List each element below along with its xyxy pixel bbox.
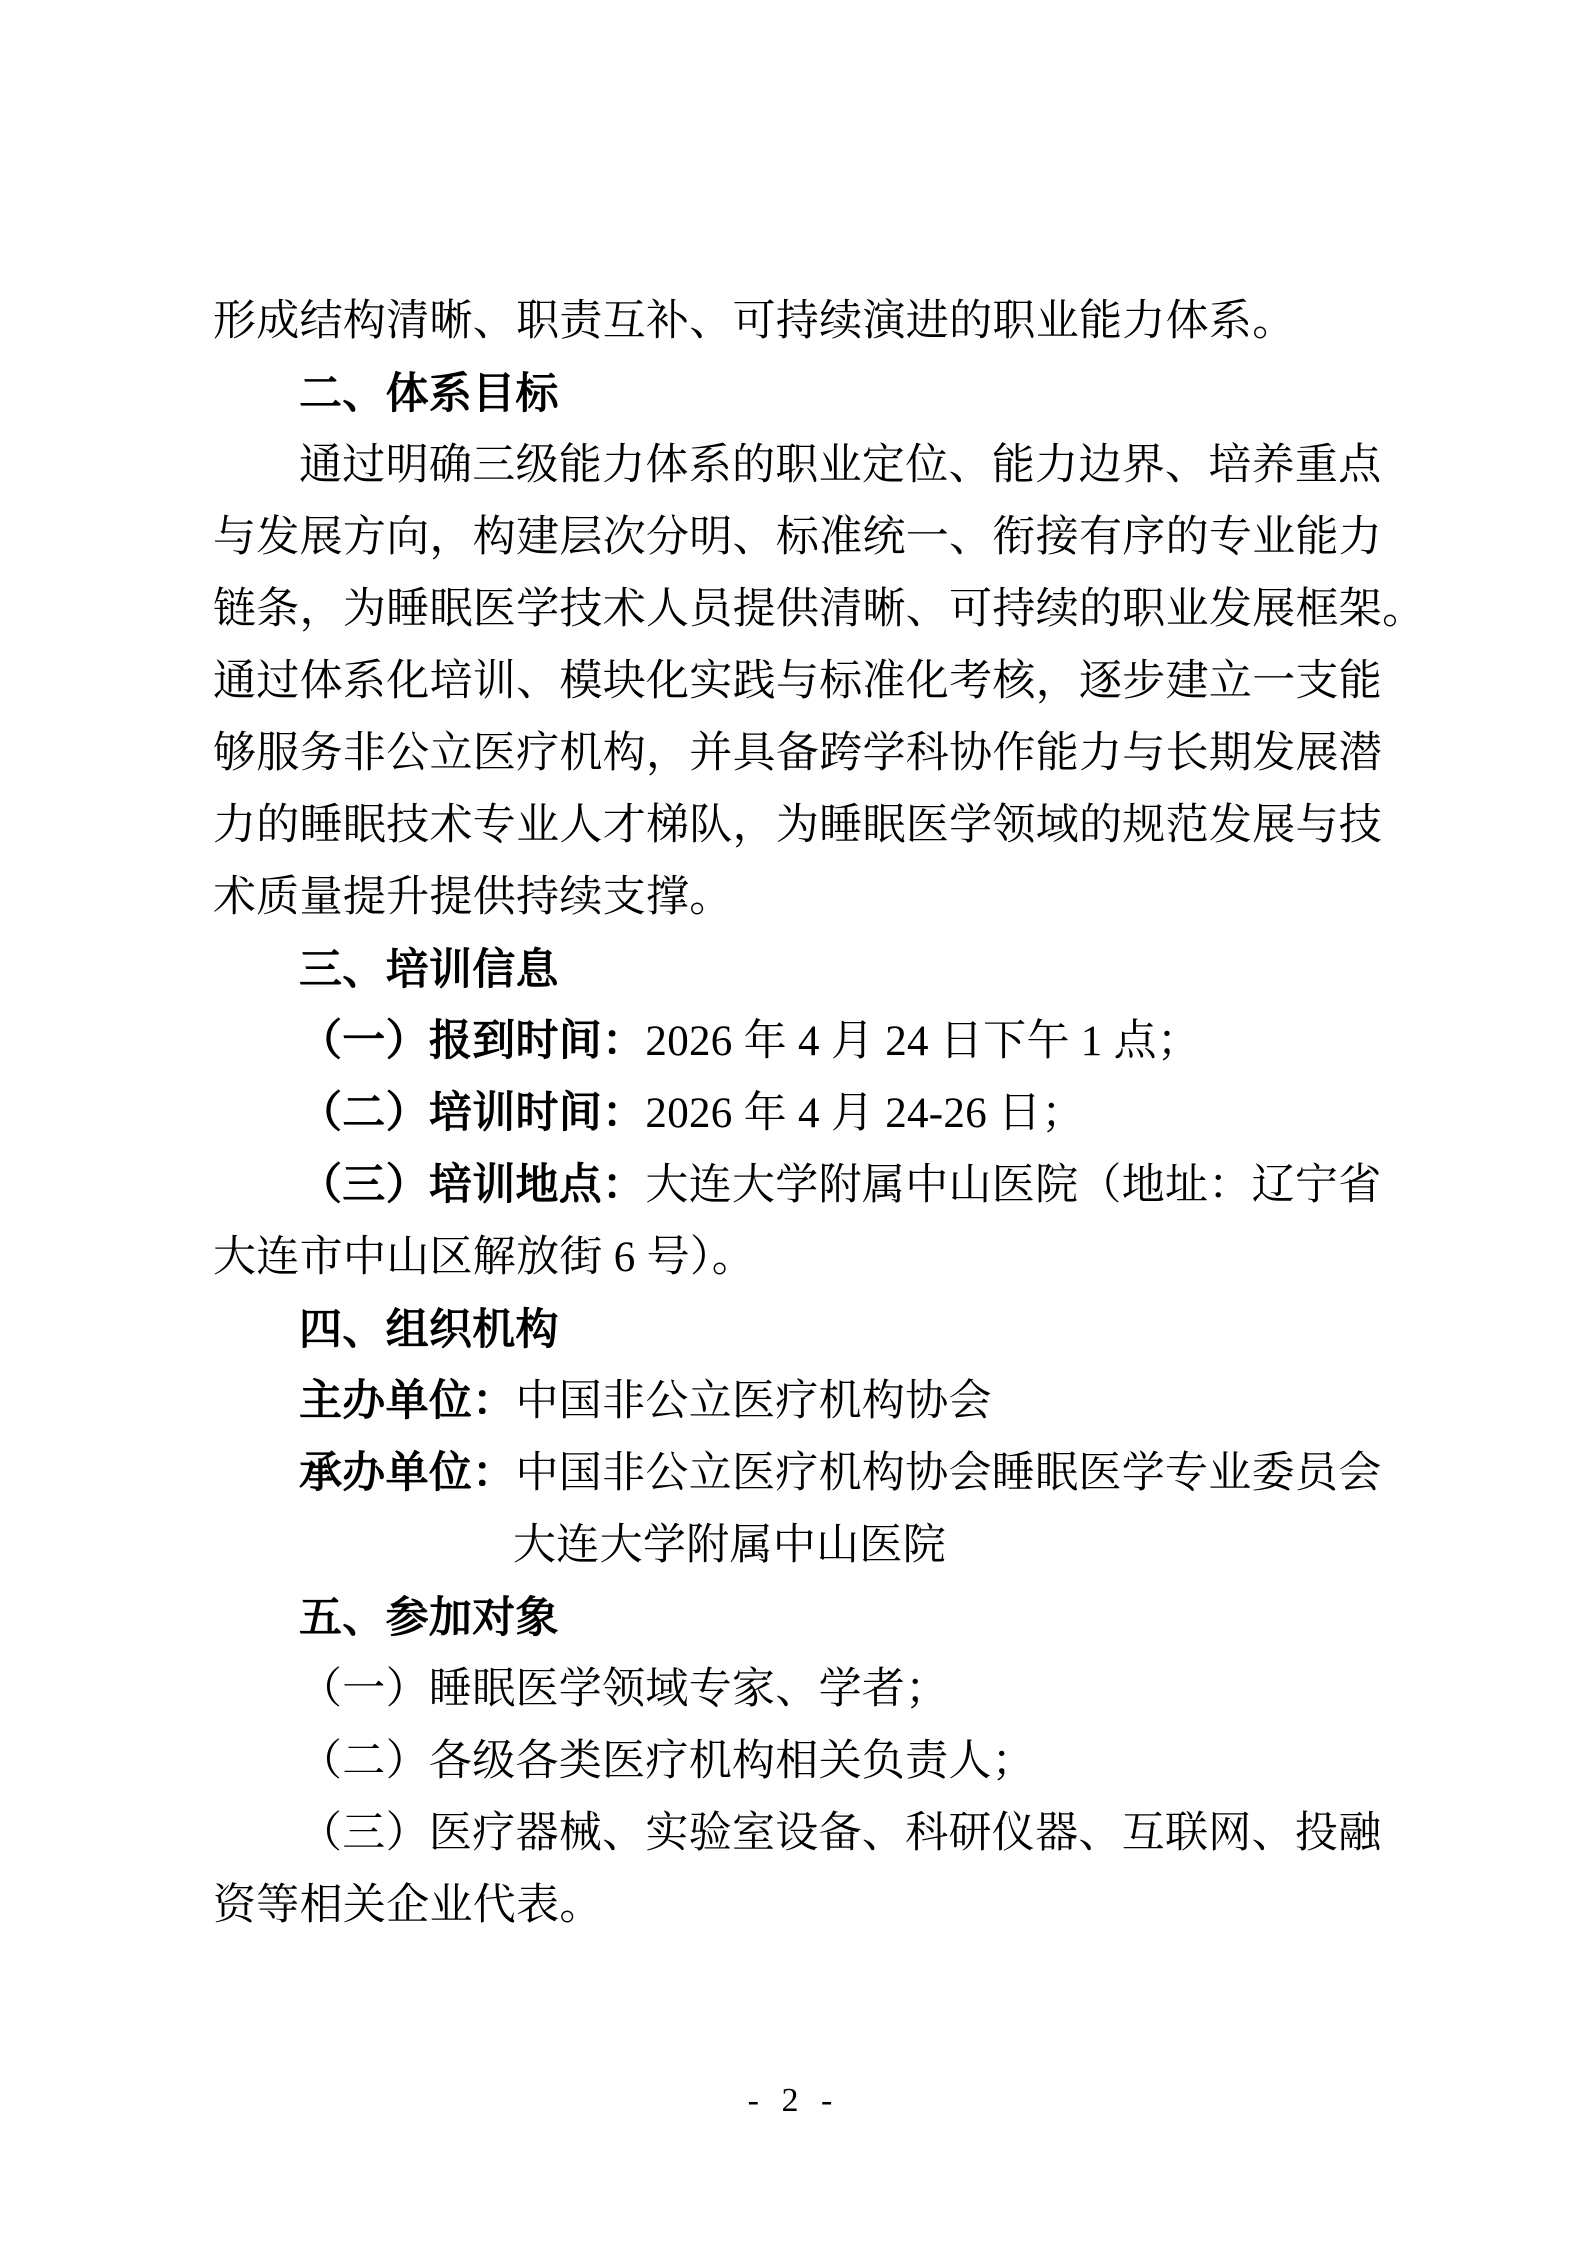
page-number: - 2 -	[747, 2082, 840, 2119]
line-label: 主办单位：	[299, 1378, 516, 1425]
paragraph-line	[213, 1510, 1443, 1582]
line-text: 链条，为睡眠医学技术人员提供清晰、可持续的职业发展框架。	[213, 586, 1426, 633]
section-heading	[213, 1582, 1443, 1654]
list-item-line	[213, 1150, 1443, 1222]
paragraph-line	[213, 1870, 1443, 1942]
line-text: 力的睡眠技术专业人才梯队，为睡眠医学领域的规范发展与技	[213, 802, 1383, 849]
line-text: 大连市中山区解放街 6 号）。	[213, 1234, 755, 1281]
paragraph-line	[213, 790, 1443, 862]
section-heading	[213, 934, 1443, 1006]
line-label: （二）培训时间：	[299, 1090, 646, 1137]
line-text: （三）医疗器械、实验室设备、科研仪器、互联网、投融	[299, 1810, 1382, 1857]
list-item-line	[213, 1438, 1443, 1510]
section-heading	[213, 358, 1443, 430]
line-text: （一）睡眠医学领域专家、学者；	[299, 1666, 949, 1713]
page-body	[213, 286, 1443, 1942]
paragraph-line	[213, 502, 1443, 574]
line-text: 三、培训信息	[299, 946, 559, 994]
line-text: 二、体系目标	[299, 370, 559, 418]
paragraph-line	[213, 1222, 1443, 1294]
line-text: 中国非公立医疗机构协会睡眠医学专业委员会	[515, 1450, 1382, 1497]
paragraph-line	[213, 1654, 1443, 1726]
line-text: 大连大学附属中山医院（地址：辽宁省	[645, 1162, 1382, 1209]
line-text: 够服务非公立医疗机构，并具备跨学科协作能力与长期发展潜	[213, 730, 1383, 777]
line-text: 五、参加对象	[299, 1594, 559, 1642]
section-heading	[213, 1294, 1443, 1366]
line-text: 形成结构清晰、职责互补、可持续演进的职业能力体系。	[213, 298, 1296, 345]
line-text: 通过明确三级能力体系的职业定位、能力边界、培养重点	[299, 442, 1382, 489]
line-text: 通过体系化培训、模块化实践与标准化考核，逐步建立一支能	[213, 658, 1383, 705]
list-item-line	[213, 1366, 1443, 1438]
line-text: （二）各级各类医疗机构相关负责人；	[299, 1738, 1036, 1785]
line-text: 四、组织机构	[299, 1306, 559, 1354]
paragraph-line	[213, 718, 1443, 790]
paragraph-line	[213, 1798, 1443, 1870]
line-label: （三）培训地点：	[299, 1162, 646, 1209]
list-item-line	[213, 1078, 1443, 1150]
line-text: 中国非公立医疗机构协会	[515, 1378, 992, 1425]
line-text: 资等相关企业代表。	[213, 1882, 603, 1929]
paragraph-line	[213, 862, 1443, 934]
paragraph-line	[213, 430, 1443, 502]
paragraph-line	[213, 646, 1443, 718]
line-label: （一）报到时间：	[299, 1018, 646, 1065]
paragraph-line	[213, 286, 1443, 358]
paragraph-line	[213, 1726, 1443, 1798]
line-text: 大连大学附属中山医院	[513, 1522, 946, 1569]
list-item-line	[213, 1006, 1443, 1078]
line-label: 承办单位：	[299, 1450, 516, 1497]
paragraph-line	[213, 574, 1443, 646]
line-text: 2026 年 4 月 24-26 日；	[645, 1090, 1085, 1137]
line-text: 与发展方向，构建层次分明、标准统一、衔接有序的专业能力	[213, 514, 1383, 561]
line-text: 术质量提升提供持续支撑。	[213, 874, 733, 921]
line-text: 2026 年 4 月 24 日下午 1 点；	[645, 1018, 1201, 1065]
